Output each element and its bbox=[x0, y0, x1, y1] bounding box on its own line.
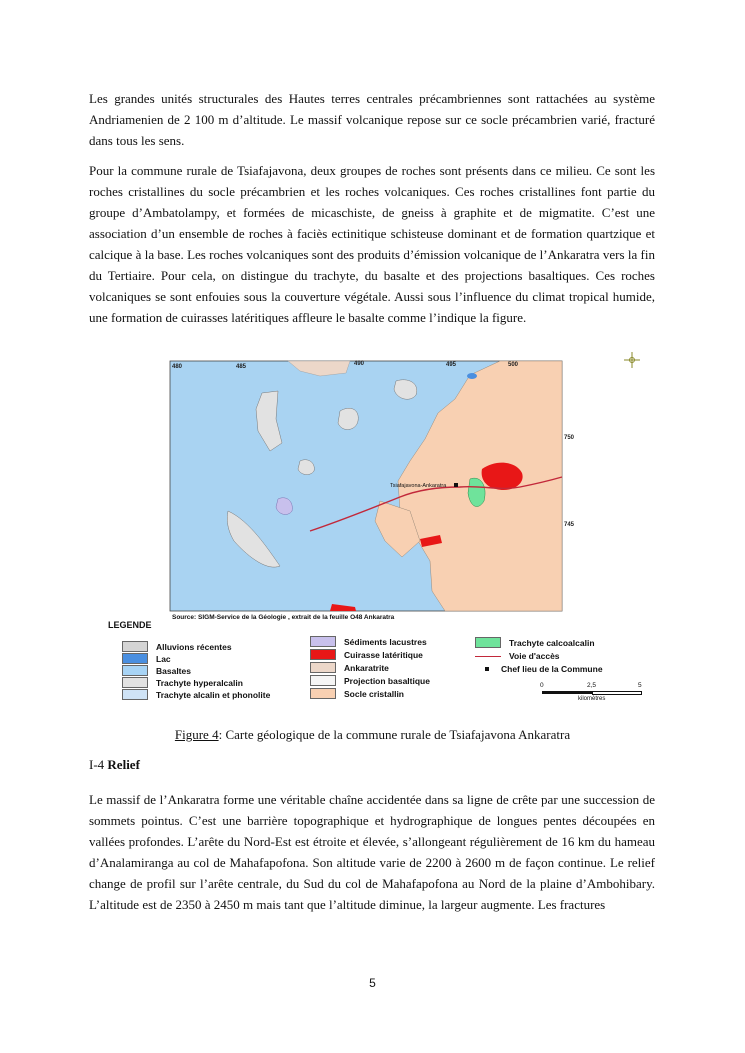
scale-segment bbox=[592, 691, 642, 695]
legend-swatch bbox=[310, 688, 336, 699]
legend-swatch bbox=[122, 677, 148, 688]
legend-item: Trachyte hyperalcalin bbox=[122, 677, 243, 688]
legend-item: Basaltes bbox=[122, 665, 191, 676]
legend-swatch bbox=[310, 636, 336, 647]
section-title: Relief bbox=[107, 757, 140, 772]
map-tick-x-3: 490 bbox=[354, 361, 365, 367]
legend-swatch bbox=[310, 649, 336, 660]
scale-segment bbox=[542, 691, 592, 694]
legend-swatch bbox=[122, 641, 148, 652]
legend-title: LEGENDE bbox=[108, 620, 152, 630]
scale-tick-label: 0 bbox=[540, 682, 544, 689]
map-commune-seat bbox=[454, 483, 458, 487]
crosshair-icon bbox=[624, 352, 640, 368]
legend-item: Projection basaltique bbox=[310, 675, 430, 686]
legend-seat-marker bbox=[485, 667, 489, 671]
legend-swatch bbox=[310, 675, 336, 686]
scale-tick-label: 5 bbox=[638, 682, 642, 689]
legend-swatch bbox=[310, 662, 336, 673]
legend-item: Alluvions récentes bbox=[122, 641, 232, 652]
map-tick-y-2: 745 bbox=[564, 522, 575, 528]
scale-bar bbox=[542, 682, 642, 708]
legend-item: Trachyte alcalin et phonolite bbox=[122, 689, 270, 700]
map-tick-y-1: 750 bbox=[564, 435, 575, 441]
figure-label: Figure 4 bbox=[174, 727, 219, 742]
map-place-label: Tsiafajavona-Ankaratra bbox=[390, 483, 447, 489]
legend-item: Sédiments lacustres bbox=[310, 636, 427, 647]
figure-caption-text: : Carte géologique de la commune rurale de Tsiafajavona Ankaratra bbox=[218, 727, 571, 742]
map-tick-x-5: 500 bbox=[508, 362, 519, 368]
paragraph-intro: Les grandes unités structurales des Hautes terres centrales précambriennes sont rattachées au système Andriamenien de 2 100 m d’altitude. Le massif volcanique repose sur ce socle précambrien varié, fracturé dans tous les sens. bbox=[89, 91, 655, 148]
geological-map bbox=[170, 361, 575, 611]
legend-swatch bbox=[122, 653, 148, 664]
legend-item: Trachyte calcoalcalin bbox=[475, 637, 595, 648]
paragraph-rocks: Pour la commune rurale de Tsiafajavona, deux groupes de roches sont présents dans ce milieu. Ce sont les roches cristallines du socle précambrien et les roches volcaniques. Ces roches cristallines font partie du groupe d’Ambatolampy, et formées de micaschiste, de gneiss à graphite et de migmatite. C’est une association d’un ensemble de roches à faciès ectinitique schisteuse dominant et de formation quartzique et calcique à la base. Les roches volcaniques sont des produits d’émission volcanique de l’Ankaratra vers la fin du Tertiaire. Pour cela, on distingue du trachyte, du basalte et des projections basaltiques. Ces roches volcaniques se sont enfouies sous la couverture végétale. Aussi sous l’influence du climat tropical humide, une formation de cuirasses latéritiques affleure le basalte comme l’indique la figure. bbox=[89, 163, 655, 325]
figure-caption bbox=[0, 727, 745, 743]
legend-item: Cuirasse latéritique bbox=[310, 649, 423, 660]
legend-item: Lac bbox=[122, 653, 171, 664]
map-tick-x-1: 480 bbox=[172, 364, 183, 370]
map-legend bbox=[100, 608, 660, 708]
page-number: 5 bbox=[369, 976, 376, 990]
map-tick-x-4: 495 bbox=[446, 362, 457, 368]
paragraph-relief: Le massif de l’Ankaratra forme une véritable chaîne accidentée dans sa ligne de crête par une succession de sommets pointus. C’est une barrière topographique et hydrographique de longues pentes découpées en vallées profondes. L’arête du Nord-Est est étroite et élevée, s’allongeant régulièrement de 16 km du hameau d’Analamiranga au col de Mahafapofona. Son altitude varie de 2200 à 2600 m de façon continue. Le relief change de profil sur l’arête centrale, du Sud du col de Mahafapofona au Nord de la plaine d’Ambohibary. L’altitude est de 2350 à 2450 m mais tant que l’altitude diminue, la largeur augmente. Les fractures bbox=[89, 792, 655, 912]
section-number: I-4 bbox=[89, 757, 108, 772]
scale-unit: kilomètres bbox=[578, 696, 606, 702]
section-heading bbox=[89, 757, 140, 773]
legend-item: Voie d'accès bbox=[475, 651, 560, 661]
map-source: Source: SIGM-Service de la Géologie , extrait de la feuille O48 Ankaratra bbox=[172, 614, 395, 621]
legend-item: Ankaratrite bbox=[310, 662, 389, 673]
legend-road-line bbox=[475, 656, 501, 657]
map-trachyte-2 bbox=[338, 408, 358, 429]
legend-swatch bbox=[122, 665, 148, 676]
map-lake bbox=[467, 373, 477, 379]
legend-item: Chef lieu de la Commune bbox=[485, 664, 603, 674]
legend-item: Socle cristallin bbox=[310, 688, 404, 699]
legend-swatch bbox=[475, 637, 501, 648]
scale-tick-label: 2,5 bbox=[587, 682, 597, 689]
legend-swatch bbox=[122, 689, 148, 700]
map-tick-x-2: 485 bbox=[236, 364, 247, 370]
